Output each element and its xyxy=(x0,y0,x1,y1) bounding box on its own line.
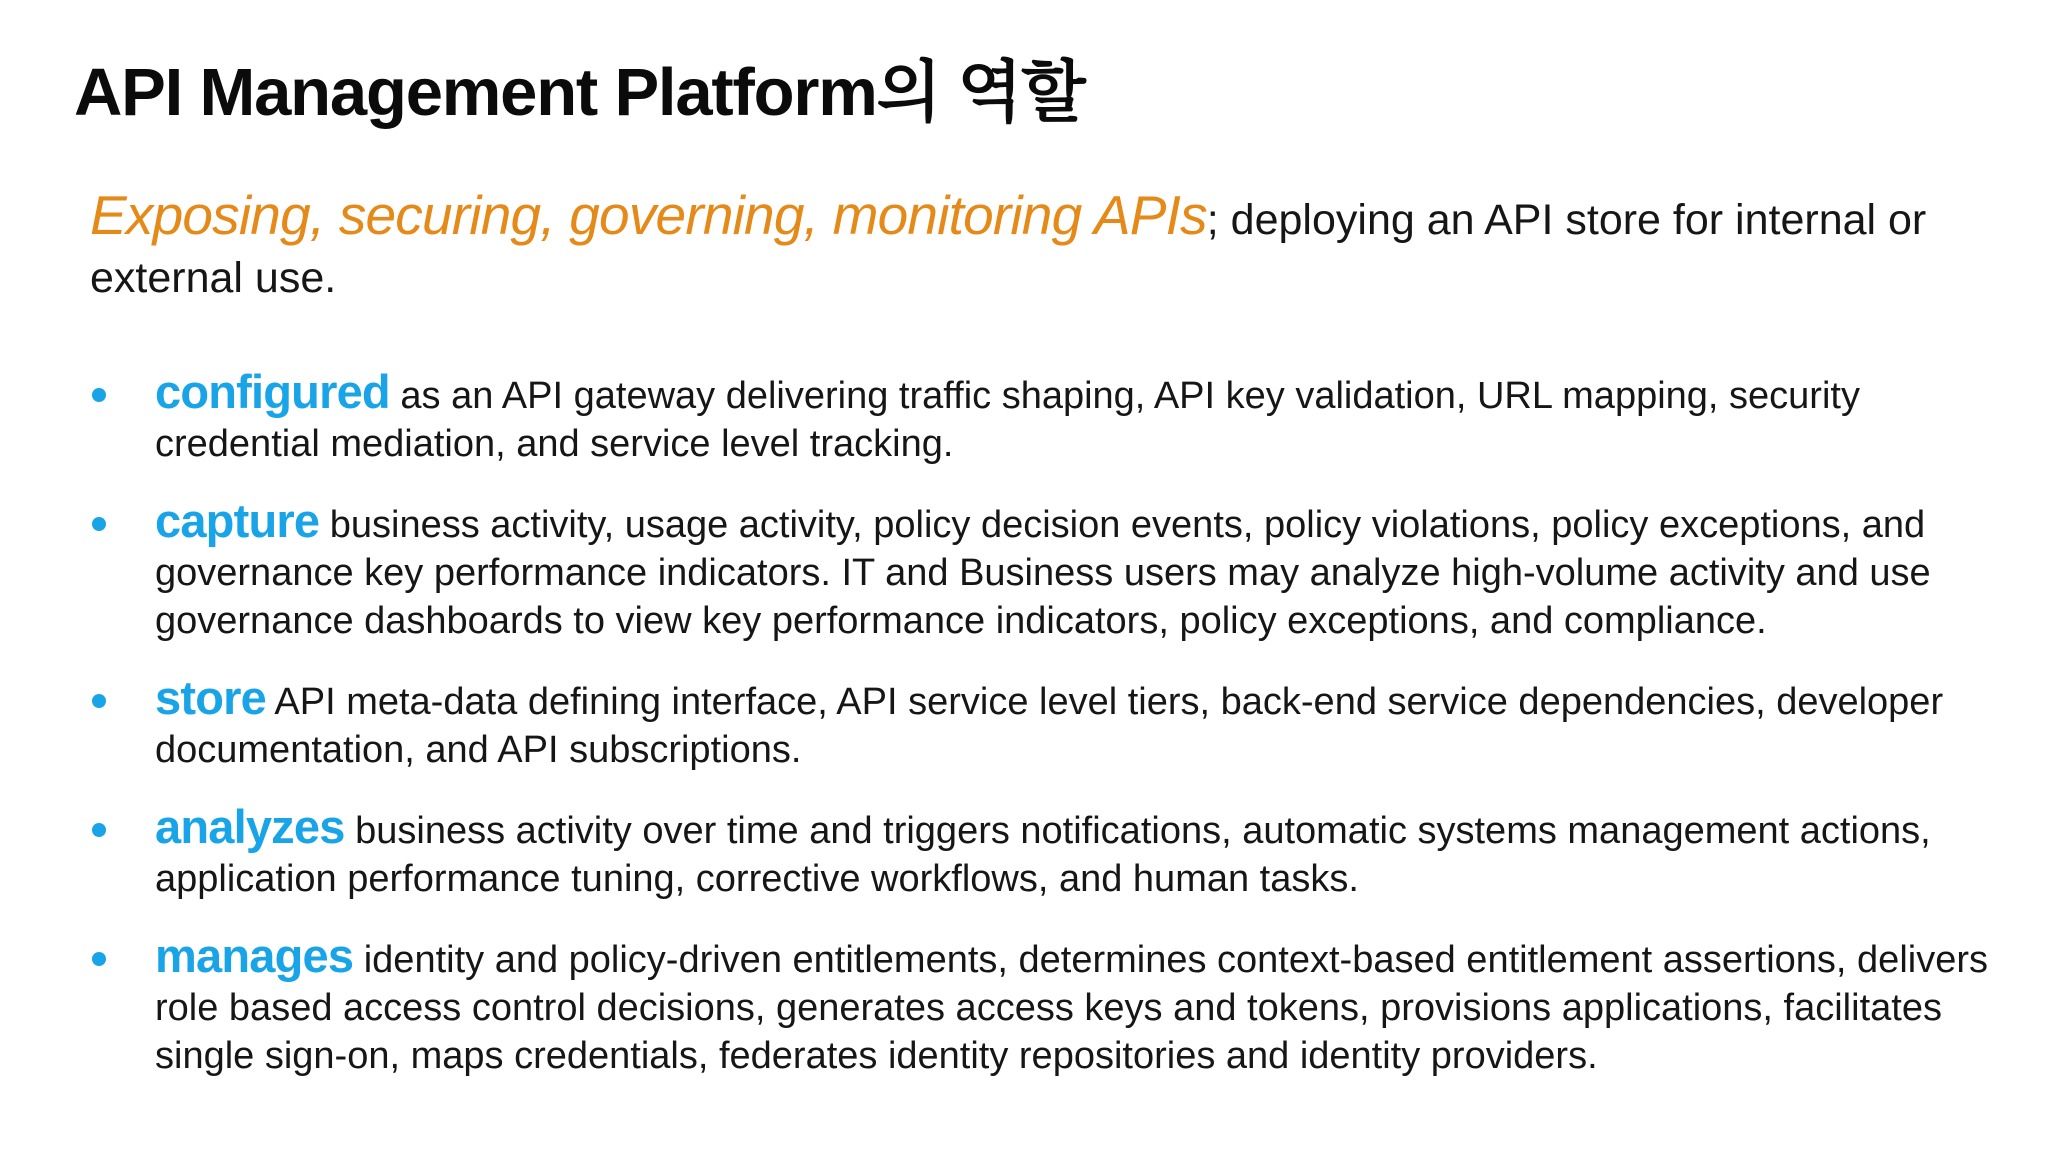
intro-paragraph xyxy=(90,186,1970,307)
bullet-keyword: configured xyxy=(155,365,390,418)
bullet-description: identity and policy-driven entitlements, determines context-based entitlement assertions, delivers role based access control decisions, generates access keys and tokens, provisions applications, facilitates single sign-on, maps credentials, federates identity repositories and identity providers. xyxy=(155,939,1988,1077)
bullet-point-icon xyxy=(92,952,106,966)
bullet-keyword: manages xyxy=(155,929,354,982)
bullet-description: business activity over time and triggers notifications, automatic systems management actions, application performance tuning, corrective workflows, and human tasks. xyxy=(155,810,1931,900)
feature-bullet-list xyxy=(88,365,1988,1109)
bullet-keyword: analyzes xyxy=(155,800,345,853)
bullet-keyword: store xyxy=(155,671,266,724)
bullet-store xyxy=(88,671,1988,774)
slide-title: API Management Platform의 역할 xyxy=(74,55,1085,130)
bullet-manages xyxy=(88,929,1988,1080)
intro-highlight: Exposing, securing, governing, monitoring APIs xyxy=(90,184,1207,246)
bullet-point-icon xyxy=(92,694,106,708)
bullet-point-icon xyxy=(92,517,106,531)
bullet-point-icon xyxy=(92,388,106,402)
bullet-description: as an API gateway delivering traffic shaping, API key validation, URL mapping, security credential mediation, and service level tracking. xyxy=(155,375,1860,465)
bullet-keyword: capture xyxy=(155,494,320,547)
bullet-analyzes xyxy=(88,800,1988,903)
bullet-description: API meta-data defining interface, API service level tiers, back-end service dependencies, developer documentation, and API subscriptions. xyxy=(155,681,1944,771)
bullet-point-icon xyxy=(92,823,106,837)
bullet-capture xyxy=(88,494,1988,645)
bullet-description: business activity, usage activity, policy decision events, policy violations, policy exceptions, and governance key performance indicators. IT and Business users may analyze high-volume activity and use governance dashboards to view key performance indicators, policy exceptions, and compliance. xyxy=(155,504,1931,642)
intro-rest: ; deploying an API store for internal or external use. xyxy=(90,196,1927,302)
bullet-configured xyxy=(88,365,1988,468)
